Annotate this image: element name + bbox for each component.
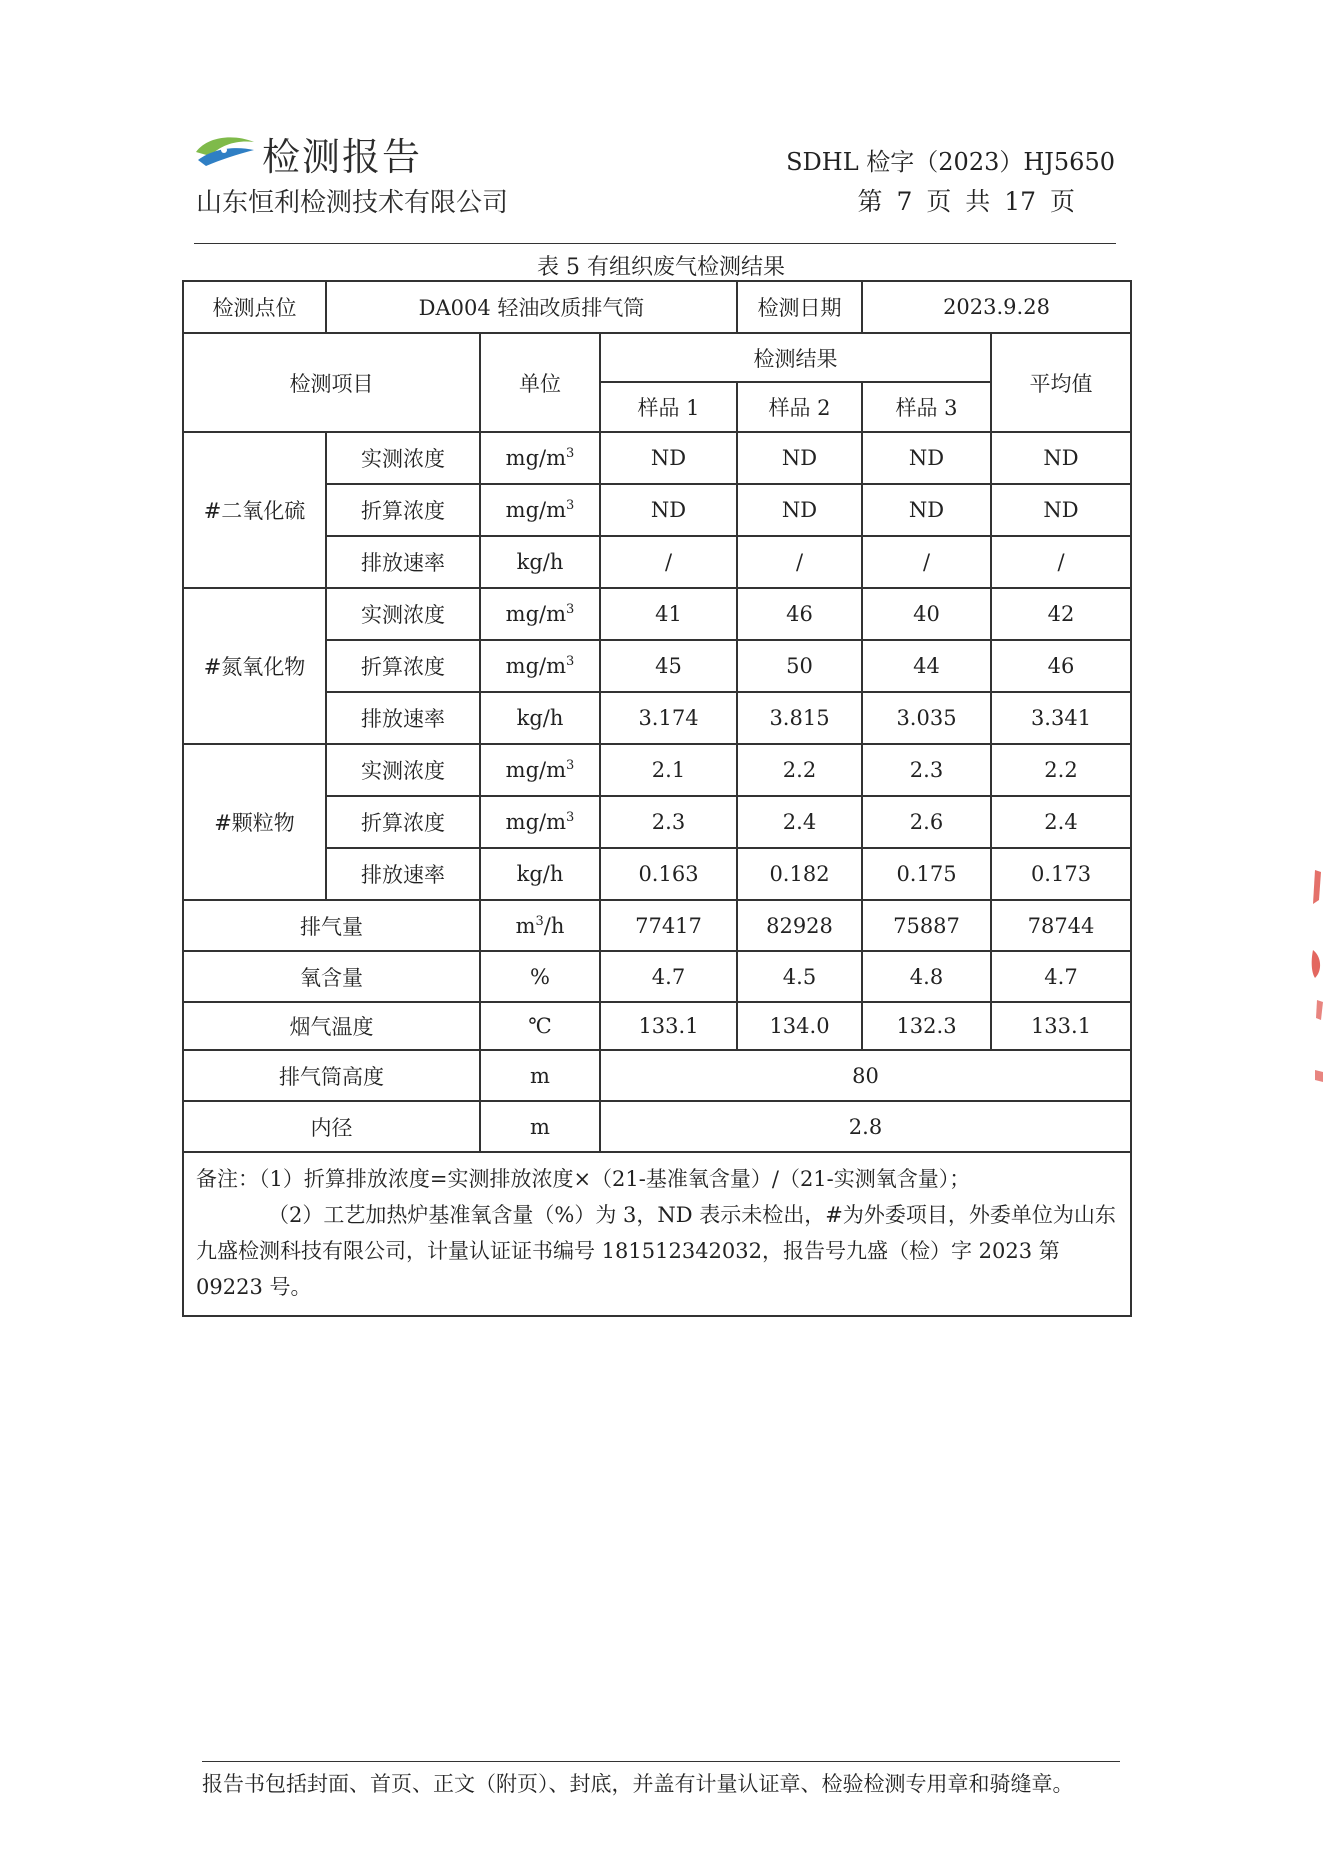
value-cell: 2.2	[737, 744, 862, 796]
param-name: 排放速率	[326, 692, 480, 744]
oxygen-label: 氧含量	[183, 951, 480, 1002]
value-cell: 50	[737, 640, 862, 692]
header-divider	[194, 243, 1116, 244]
unit-sup: 3	[566, 654, 575, 669]
unit-text: mg/m	[505, 498, 567, 522]
table-row	[183, 432, 1131, 484]
group-name: #二氧化硫	[183, 432, 326, 588]
value-cell: 133.1	[600, 1002, 737, 1050]
company-name: 山东恒利检测技术有限公司	[196, 188, 509, 218]
col-results-header: 检测结果	[600, 333, 991, 382]
value-cell: 77417	[600, 900, 737, 951]
remark-line-1: 备注：（1）折算排放浓度=实测排放浓度×（21-基准氧含量）/（21-实测氧含量）；	[196, 1167, 971, 1191]
avg-cell: 4.7	[991, 951, 1131, 1002]
avg-cell: 42	[991, 588, 1131, 640]
unit-cell	[480, 900, 600, 951]
table-caption: 表 5 有组织废气检测结果	[537, 255, 785, 280]
col-sample2-header: 样品 2	[737, 382, 862, 432]
date-value: 2023.9.28	[862, 281, 1131, 333]
value-cell: 3.174	[600, 692, 737, 744]
value-cell: 2.3	[862, 744, 991, 796]
unit-cell: kg/h	[480, 692, 600, 744]
value-cell: 45	[600, 640, 737, 692]
date-label: 检测日期	[737, 281, 862, 333]
unit-text: /h	[543, 913, 565, 938]
unit-text: mg/m	[505, 602, 567, 626]
value-cell: 132.3	[862, 1002, 991, 1050]
report-title: 检测报告	[262, 135, 423, 179]
unit-cell	[480, 640, 600, 692]
unit-sup: 3	[535, 913, 544, 929]
col-avg-header: 平均值	[991, 333, 1131, 432]
unit-cell: m	[480, 1101, 600, 1152]
value-cell: 4.5	[737, 951, 862, 1002]
unit-text: m	[515, 913, 536, 938]
red-stamp-edge	[1301, 860, 1323, 1090]
unit-cell: kg/h	[480, 536, 600, 588]
value-cell: ND	[862, 432, 991, 484]
table-row	[183, 484, 1131, 536]
avg-cell: /	[991, 536, 1131, 588]
site-label: 检测点位	[183, 281, 326, 333]
unit-cell	[480, 796, 600, 848]
results-table	[182, 280, 1132, 1317]
value-cell: /	[600, 536, 737, 588]
value-cell: 2.8	[600, 1101, 1131, 1152]
value-cell: 75887	[862, 900, 991, 951]
value-cell: 82928	[737, 900, 862, 951]
value-cell: ND	[600, 432, 737, 484]
stack-height-label: 排气筒高度	[183, 1050, 480, 1101]
avg-cell: 2.4	[991, 796, 1131, 848]
value-cell: 0.175	[862, 848, 991, 900]
value-cell: 134.0	[737, 1002, 862, 1050]
table-row	[183, 281, 1131, 333]
avg-cell: 0.173	[991, 848, 1131, 900]
avg-cell: ND	[991, 432, 1131, 484]
remarks-row	[183, 1152, 1131, 1316]
param-name: 排放速率	[326, 848, 480, 900]
value-cell: 0.163	[600, 848, 737, 900]
unit-text: mg/m	[505, 810, 567, 834]
unit-sup: 3	[566, 498, 575, 513]
value-cell: ND	[600, 484, 737, 536]
value-cell: 46	[737, 588, 862, 640]
exhaust-label: 排气量	[183, 900, 480, 951]
unit-cell	[480, 484, 600, 536]
value-cell: /	[862, 536, 991, 588]
group-name: #颗粒物	[183, 744, 326, 900]
value-cell: 40	[862, 588, 991, 640]
unit-cell	[480, 432, 600, 484]
param-name: 折算浓度	[326, 484, 480, 536]
col-sample1-header: 样品 1	[600, 382, 737, 432]
group-name: #氮氧化物	[183, 588, 326, 744]
value-cell: 2.4	[737, 796, 862, 848]
footer-divider	[202, 1761, 1120, 1762]
value-cell: 4.7	[600, 951, 737, 1002]
table-row	[183, 796, 1131, 848]
site-value: DA004 轻油改质排气筒	[326, 281, 737, 333]
unit-sup: 3	[566, 810, 575, 825]
value-cell: 4.8	[862, 951, 991, 1002]
table-row	[183, 692, 1131, 744]
unit-cell: m	[480, 1050, 600, 1101]
table-row	[183, 640, 1131, 692]
param-name: 实测浓度	[326, 588, 480, 640]
value-cell: 80	[600, 1050, 1131, 1101]
value-cell: 3.815	[737, 692, 862, 744]
company-logo-icon	[194, 130, 256, 168]
unit-sup: 3	[566, 446, 575, 461]
avg-cell: 133.1	[991, 1002, 1131, 1050]
value-cell: 2.1	[600, 744, 737, 796]
avg-cell: ND	[991, 484, 1131, 536]
table-row	[183, 1002, 1131, 1050]
page-info: 第 7 页 共 17 页	[857, 187, 1075, 216]
value-cell: 41	[600, 588, 737, 640]
value-cell: 0.182	[737, 848, 862, 900]
value-cell: 2.6	[862, 796, 991, 848]
avg-cell: 46	[991, 640, 1131, 692]
unit-cell	[480, 588, 600, 640]
table-row	[183, 1050, 1131, 1101]
avg-cell: 2.2	[991, 744, 1131, 796]
param-name: 排放速率	[326, 536, 480, 588]
table-row	[183, 744, 1131, 796]
unit-text: mg/m	[505, 446, 567, 470]
table-row	[183, 1101, 1131, 1152]
param-name: 折算浓度	[326, 640, 480, 692]
remark-line-2: （2）工艺加热炉基准氧含量（%）为 3，ND 表示未检出，#为外委项目，外委单位为山东九盛检测科技有限公司，计量认证证书编号 181512342032，报告号九盛（检）字 2023 第 09223 号。	[196, 1203, 1116, 1299]
avg-cell: 3.341	[991, 692, 1131, 744]
unit-text: mg/m	[505, 758, 567, 782]
footer-note: 报告书包括封面、首页、正文（附页）、封底，并盖有计量认证章、检验检测专用章和骑缝章。	[202, 1772, 1074, 1796]
col-sample3-header: 样品 3	[862, 382, 991, 432]
param-name: 实测浓度	[326, 432, 480, 484]
col-item-header: 检测项目	[183, 333, 480, 432]
table-row	[183, 536, 1131, 588]
value-cell: /	[737, 536, 862, 588]
value-cell: ND	[737, 484, 862, 536]
unit-cell: %	[480, 951, 600, 1002]
value-cell: 3.035	[862, 692, 991, 744]
table-header-row	[183, 333, 1131, 382]
inner-diameter-label: 内径	[183, 1101, 480, 1152]
avg-cell: 78744	[991, 900, 1131, 951]
col-unit-header: 单位	[480, 333, 600, 432]
param-name: 实测浓度	[326, 744, 480, 796]
report-number: SDHL 检字（2023）HJ5650	[786, 148, 1115, 176]
unit-sup: 3	[566, 602, 575, 617]
value-cell: ND	[737, 432, 862, 484]
table-row	[183, 848, 1131, 900]
param-name: 折算浓度	[326, 796, 480, 848]
table-row	[183, 900, 1131, 951]
value-cell: 44	[862, 640, 991, 692]
unit-sup: 3	[566, 758, 575, 773]
remarks	[183, 1152, 1131, 1316]
unit-text: mg/m	[505, 654, 567, 678]
unit-cell	[480, 744, 600, 796]
table-row	[183, 588, 1131, 640]
table-row	[183, 951, 1131, 1002]
unit-cell: kg/h	[480, 848, 600, 900]
temperature-label: 烟气温度	[183, 1002, 480, 1050]
unit-cell: ℃	[480, 1002, 600, 1050]
value-cell: 2.3	[600, 796, 737, 848]
value-cell: ND	[862, 484, 991, 536]
